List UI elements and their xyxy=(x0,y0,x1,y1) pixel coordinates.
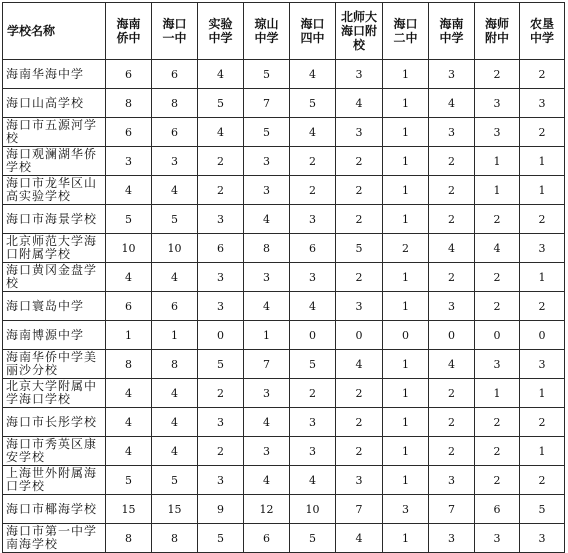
quota-cell: 4 xyxy=(106,263,152,292)
quota-cell: 5 xyxy=(244,118,290,147)
header-column-line: 海口 xyxy=(300,17,325,31)
quota-cell: 8 xyxy=(106,89,152,118)
quota-cell: 4 xyxy=(290,292,336,321)
quota-cell: 1 xyxy=(475,176,520,205)
quota-cell: 3 xyxy=(475,89,520,118)
quota-cell: 0 xyxy=(475,321,520,350)
quota-cell: 1 xyxy=(383,118,429,147)
quota-cell: 3 xyxy=(429,118,475,147)
table-row xyxy=(3,234,565,263)
quota-cell: 1 xyxy=(383,147,429,176)
quota-cell: 2 xyxy=(475,205,520,234)
quota-cell: 4 xyxy=(336,350,383,379)
header-column xyxy=(198,3,244,60)
quota-cell: 5 xyxy=(198,350,244,379)
school-name-cell: 海口市长彤学校 xyxy=(3,408,106,437)
quota-cell: 1 xyxy=(520,176,565,205)
quota-cell: 3 xyxy=(152,147,198,176)
header-column xyxy=(290,3,336,60)
quota-cell: 8 xyxy=(152,524,198,553)
quota-cell: 4 xyxy=(290,60,336,89)
quota-cell: 0 xyxy=(383,321,429,350)
table-row xyxy=(3,495,565,524)
quota-cell: 2 xyxy=(475,408,520,437)
table-row xyxy=(3,437,565,466)
header-column-line: 海师 xyxy=(484,17,509,31)
quota-cell: 4 xyxy=(244,466,290,495)
quota-cell: 5 xyxy=(198,89,244,118)
quota-cell: 15 xyxy=(106,495,152,524)
quota-cell: 3 xyxy=(429,292,475,321)
quota-cell: 2 xyxy=(520,466,565,495)
header-column xyxy=(106,3,152,60)
header-column xyxy=(383,3,429,60)
quota-cell: 2 xyxy=(336,147,383,176)
quota-cell: 0 xyxy=(198,321,244,350)
school-name-cell: 海南华侨中学美丽沙分校 xyxy=(3,350,106,379)
quota-cell: 2 xyxy=(336,176,383,205)
table-row xyxy=(3,350,565,379)
quota-cell: 2 xyxy=(429,437,475,466)
quota-cell: 3 xyxy=(198,408,244,437)
school-name-cell: 北京大学附属中学海口学校 xyxy=(3,379,106,408)
quota-cell: 2 xyxy=(429,408,475,437)
quota-cell: 1 xyxy=(520,147,565,176)
quota-cell: 3 xyxy=(290,263,336,292)
school-name-cell: 海口市第一中学南海学校 xyxy=(3,524,106,553)
header-column-line: 二中 xyxy=(393,31,418,45)
quota-cell: 3 xyxy=(198,205,244,234)
quota-cell: 2 xyxy=(290,147,336,176)
quota-cell: 1 xyxy=(383,176,429,205)
quota-cell: 4 xyxy=(152,379,198,408)
quota-cell: 3 xyxy=(244,176,290,205)
quota-cell: 2 xyxy=(475,263,520,292)
quota-cell: 1 xyxy=(383,466,429,495)
header-column-line: 中学 xyxy=(208,31,233,45)
quota-cell: 15 xyxy=(152,495,198,524)
quota-cell: 4 xyxy=(152,408,198,437)
header-column-line: 琼山 xyxy=(254,17,279,31)
quota-cell: 1 xyxy=(520,437,565,466)
quota-cell: 7 xyxy=(429,495,475,524)
quota-cell: 4 xyxy=(106,437,152,466)
quota-cell: 2 xyxy=(429,379,475,408)
quota-cell: 3 xyxy=(336,292,383,321)
quota-cell: 2 xyxy=(429,263,475,292)
header-column-line: 一中 xyxy=(162,31,187,45)
quota-cell: 3 xyxy=(198,292,244,321)
quota-cell: 4 xyxy=(106,408,152,437)
quota-cell: 2 xyxy=(336,379,383,408)
school-name-cell: 海口市海景学校 xyxy=(3,205,106,234)
quota-cell: 2 xyxy=(290,379,336,408)
quota-cell: 0 xyxy=(336,321,383,350)
quota-cell: 1 xyxy=(383,292,429,321)
quota-cell: 6 xyxy=(198,234,244,263)
quota-cell: 3 xyxy=(383,495,429,524)
quota-cell: 1 xyxy=(520,379,565,408)
table-row xyxy=(3,379,565,408)
quota-cell: 4 xyxy=(106,379,152,408)
quota-cell: 1 xyxy=(106,321,152,350)
quota-cell: 2 xyxy=(475,466,520,495)
quota-cell: 5 xyxy=(106,466,152,495)
quota-cell: 1 xyxy=(383,437,429,466)
quota-cell: 4 xyxy=(475,234,520,263)
school-name-cell: 海口市椰海学校 xyxy=(3,495,106,524)
quota-cell: 3 xyxy=(336,118,383,147)
quota-cell: 4 xyxy=(106,176,152,205)
quota-cell: 3 xyxy=(198,466,244,495)
header-column-line: 中学 xyxy=(439,31,464,45)
header-column-line: 附中 xyxy=(484,31,509,45)
quota-cell: 2 xyxy=(429,176,475,205)
table-row xyxy=(3,408,565,437)
quota-cell: 6 xyxy=(152,118,198,147)
quota-cell: 2 xyxy=(475,437,520,466)
quota-cell: 4 xyxy=(336,89,383,118)
school-name-cell: 海口寰岛中学 xyxy=(3,292,106,321)
quota-cell: 3 xyxy=(244,147,290,176)
quota-cell: 6 xyxy=(106,60,152,89)
table-row xyxy=(3,176,565,205)
quota-cell: 2 xyxy=(520,60,565,89)
quota-cell: 1 xyxy=(383,89,429,118)
quota-cell: 5 xyxy=(198,524,244,553)
header-column xyxy=(475,3,520,60)
quota-cell: 7 xyxy=(244,350,290,379)
quota-cell: 1 xyxy=(383,263,429,292)
quota-cell: 5 xyxy=(152,205,198,234)
quota-cell: 1 xyxy=(475,379,520,408)
quota-cell: 5 xyxy=(290,350,336,379)
school-name-cell: 海南博源中学 xyxy=(3,321,106,350)
quota-cell: 4 xyxy=(152,437,198,466)
header-column-line: 北师大 xyxy=(340,10,377,24)
quota-cell: 3 xyxy=(475,524,520,553)
quota-cell: 8 xyxy=(152,89,198,118)
quota-cell: 3 xyxy=(244,379,290,408)
quota-cell: 2 xyxy=(198,437,244,466)
quota-cell: 6 xyxy=(244,524,290,553)
school-name-cell: 海口山高学校 xyxy=(3,89,106,118)
quota-cell: 6 xyxy=(290,234,336,263)
quota-cell: 4 xyxy=(152,263,198,292)
quota-cell: 0 xyxy=(429,321,475,350)
header-column-line: 海南 xyxy=(439,17,464,31)
quota-cell: 2 xyxy=(198,176,244,205)
quota-cell: 2 xyxy=(290,176,336,205)
header-column-line: 四中 xyxy=(300,31,325,45)
header-column-line: 海口 xyxy=(393,17,418,31)
table-row xyxy=(3,466,565,495)
header-column xyxy=(152,3,198,60)
quota-cell: 3 xyxy=(475,118,520,147)
quota-cell: 6 xyxy=(106,118,152,147)
quota-cell: 3 xyxy=(520,524,565,553)
quota-cell: 2 xyxy=(198,147,244,176)
quota-cell: 1 xyxy=(475,147,520,176)
quota-cell: 6 xyxy=(152,292,198,321)
header-column xyxy=(520,3,565,60)
quota-cell: 2 xyxy=(383,234,429,263)
header-column xyxy=(429,3,475,60)
quota-cell: 4 xyxy=(429,350,475,379)
quota-cell: 0 xyxy=(290,321,336,350)
quota-cell: 4 xyxy=(429,234,475,263)
quota-cell: 2 xyxy=(198,379,244,408)
quota-cell: 4 xyxy=(198,60,244,89)
table-row xyxy=(3,118,565,147)
school-name-cell: 北京师范大学海口附属学校 xyxy=(3,234,106,263)
header-column-line: 实验 xyxy=(208,17,233,31)
quota-cell: 1 xyxy=(383,350,429,379)
header-column-line: 农垦 xyxy=(529,17,554,31)
quota-cell: 5 xyxy=(244,60,290,89)
school-name-cell: 海口市龙华区山高实验学校 xyxy=(3,176,106,205)
header-column-line: 校 xyxy=(352,38,365,52)
quota-cell: 3 xyxy=(244,437,290,466)
quota-cell: 1 xyxy=(383,60,429,89)
quota-cell: 3 xyxy=(429,524,475,553)
quota-cell: 12 xyxy=(244,495,290,524)
quota-cell: 2 xyxy=(520,118,565,147)
school-name-cell: 海口观澜湖华侨学校 xyxy=(3,147,106,176)
school-name-cell: 海口市秀英区康安学校 xyxy=(3,437,106,466)
table-row xyxy=(3,147,565,176)
quota-cell: 5 xyxy=(106,205,152,234)
quota-cell: 5 xyxy=(290,89,336,118)
quota-cell: 3 xyxy=(106,147,152,176)
quota-cell: 0 xyxy=(520,321,565,350)
quota-cell: 3 xyxy=(520,89,565,118)
quota-cell: 4 xyxy=(244,205,290,234)
table-row xyxy=(3,292,565,321)
quota-cell: 10 xyxy=(290,495,336,524)
quota-cell: 3 xyxy=(429,466,475,495)
quota-cell: 4 xyxy=(244,292,290,321)
quota-cell: 1 xyxy=(520,263,565,292)
school-name-cell: 海口市五源河学校 xyxy=(3,118,106,147)
quota-cell: 3 xyxy=(520,350,565,379)
header-column-line: 侨中 xyxy=(116,31,141,45)
quota-cell: 7 xyxy=(336,495,383,524)
quota-cell: 6 xyxy=(152,60,198,89)
header-column-line: 中学 xyxy=(529,31,554,45)
table-row xyxy=(3,205,565,234)
quota-cell: 5 xyxy=(152,466,198,495)
quota-cell: 1 xyxy=(383,205,429,234)
quota-cell: 3 xyxy=(475,350,520,379)
quota-cell: 9 xyxy=(198,495,244,524)
quota-cell: 3 xyxy=(290,205,336,234)
quota-cell: 5 xyxy=(290,524,336,553)
table-row xyxy=(3,524,565,553)
quota-cell: 2 xyxy=(336,263,383,292)
quota-cell: 5 xyxy=(520,495,565,524)
quota-cell: 6 xyxy=(106,292,152,321)
quota-cell: 3 xyxy=(336,60,383,89)
quota-cell: 8 xyxy=(244,234,290,263)
quota-cell: 8 xyxy=(106,524,152,553)
quota-cell: 3 xyxy=(290,437,336,466)
school-quota-table xyxy=(2,2,565,553)
header-row xyxy=(3,3,565,60)
header-column-line: 海口附 xyxy=(340,24,377,38)
table-row xyxy=(3,321,565,350)
quota-cell: 4 xyxy=(152,176,198,205)
table-row xyxy=(3,60,565,89)
header-column-line: 海南 xyxy=(116,17,141,31)
header-column xyxy=(336,3,383,60)
school-name-cell: 海口黄冈金盘学校 xyxy=(3,263,106,292)
quota-cell: 3 xyxy=(198,263,244,292)
header-column-line: 海口 xyxy=(162,17,187,31)
quota-cell: 10 xyxy=(106,234,152,263)
quota-cell: 10 xyxy=(152,234,198,263)
quota-cell: 7 xyxy=(244,89,290,118)
school-name-cell: 上海世外附属海口学校 xyxy=(3,466,106,495)
header-column-line: 中学 xyxy=(254,31,279,45)
quota-cell: 2 xyxy=(336,205,383,234)
quota-cell: 1 xyxy=(383,524,429,553)
quota-cell: 3 xyxy=(520,234,565,263)
quota-cell: 4 xyxy=(198,118,244,147)
quota-cell: 2 xyxy=(429,147,475,176)
quota-cell: 1 xyxy=(383,379,429,408)
quota-cell: 2 xyxy=(475,60,520,89)
quota-cell: 1 xyxy=(383,408,429,437)
quota-cell: 1 xyxy=(152,321,198,350)
quota-cell: 5 xyxy=(336,234,383,263)
quota-cell: 3 xyxy=(244,263,290,292)
table-row xyxy=(3,263,565,292)
quota-cell: 4 xyxy=(290,466,336,495)
quota-cell: 4 xyxy=(244,408,290,437)
quota-cell: 3 xyxy=(336,466,383,495)
quota-cell: 2 xyxy=(336,408,383,437)
quota-cell: 1 xyxy=(244,321,290,350)
quota-cell: 4 xyxy=(290,118,336,147)
quota-cell: 4 xyxy=(336,524,383,553)
school-name-cell: 海南华海中学 xyxy=(3,60,106,89)
quota-cell: 4 xyxy=(429,89,475,118)
quota-cell: 2 xyxy=(520,292,565,321)
header-column xyxy=(244,3,290,60)
quota-cell: 3 xyxy=(290,408,336,437)
table-body xyxy=(3,60,565,553)
quota-cell: 2 xyxy=(336,437,383,466)
quota-cell: 8 xyxy=(106,350,152,379)
table-row xyxy=(3,89,565,118)
quota-cell: 8 xyxy=(152,350,198,379)
quota-cell: 2 xyxy=(520,408,565,437)
quota-cell: 2 xyxy=(520,205,565,234)
header-school-name: 学校名称 xyxy=(3,3,106,60)
quota-cell: 6 xyxy=(475,495,520,524)
quota-cell: 2 xyxy=(475,292,520,321)
quota-cell: 3 xyxy=(429,60,475,89)
quota-cell: 2 xyxy=(429,205,475,234)
